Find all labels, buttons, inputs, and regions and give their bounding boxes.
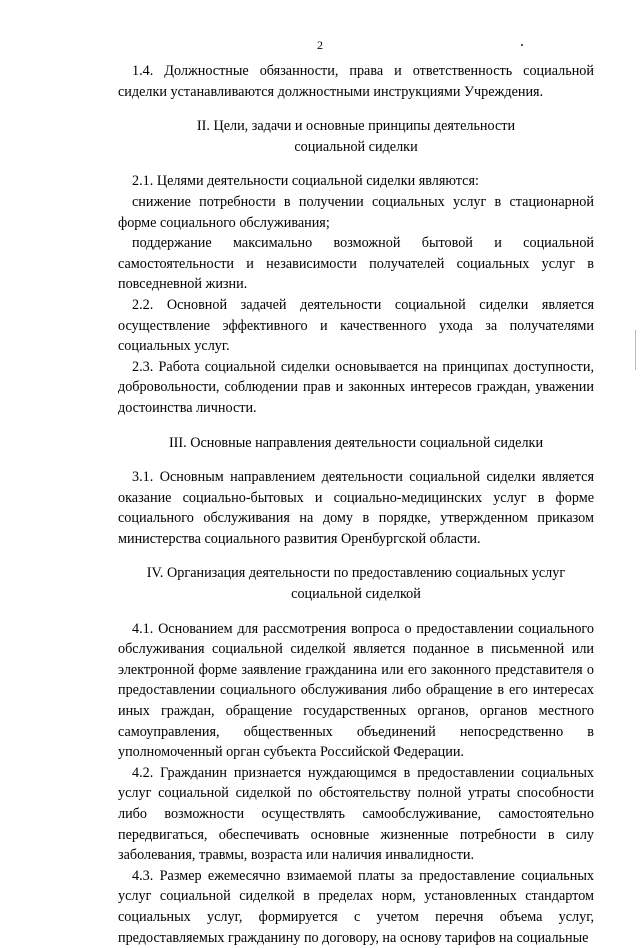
- document-body: [118, 61, 594, 948]
- scan-edge-mark: [635, 330, 636, 370]
- page-number: 2: [317, 38, 323, 52]
- section-3-heading: [118, 433, 594, 454]
- section-3-heading-line: III. Основные направления деятельности социальной сиделки: [168, 434, 544, 451]
- section-2-heading-line2: социальной сиделки: [294, 138, 418, 155]
- paragraph-4-1: 4.1. Основанием для рассмотрения вопроса о предоставлении социального обслуживания социальной сиделкой является поданное в письменной или электронной форме заявление гражданина или его законного представителя о предоставлении социального обслуживания либо обращение в его интересах иных граждан, обращение государственных органов, органов местного самоуправления, общественных объединений непосредственно в уполномоченный орган субъекта Российской Федерации.: [118, 620, 594, 761]
- paragraph-1-4: 1.4. Должностные обязанности, права и ответственность социальной сиделки устанавливаются должностными инструкциями Учреждения.: [118, 63, 594, 100]
- scan-speck: [521, 44, 523, 46]
- section-4-heading: [118, 563, 594, 604]
- paragraph-3-1: 3.1. Основным направлением деятельности социальной сиделки является оказание социально-бытовых и социально-медицинских услуг в форме социального обслуживания на дому в порядке, утвержденном приказом министерства социального развития Оренбургской области.: [118, 469, 594, 547]
- paragraph-2-1-a: снижение потребности в получении социальных услуг в стационарной форме социального обслуживания;: [118, 193, 594, 231]
- paragraph-2-3: 2.3. Работа социальной сиделки основывается на принципах доступности, добровольности, соблюдении прав и законных интересов граждан, уважении достоинства личности.: [118, 358, 594, 416]
- paragraph-2-1-b: поддержание максимально возможной бытовой и социальной самостоятельности и независимости получателей социальных услуг в повседневной жизни.: [118, 235, 594, 293]
- paragraph-4-3: 4.3. Размер ежемесячно взимаемой платы за предоставление социальных услуг социальной сиделкой в пределах норм, установленных стандартом социальных услуг, формируется с учетом перечня объема услуг, предоставляемых гражданину по договору, на основу тарифов на социальные: [118, 867, 594, 946]
- paragraph-4-2: 4.2. Гражданин признается нуждающимся в предоставлении социальных услуг социальной сиделкой по обстоятельству полной утраты способности либо возможности осуществлять самообслуживание, самостоятельно передвигаться, обеспечивать основные жизненные потребности в силу заболевания, травмы, возраста или наличия инвалидности.: [118, 764, 594, 864]
- section-4-heading-line1: IV. Организация деятельности по предоставлению социальных услуг: [146, 565, 566, 582]
- paragraph-2-1: 2.1. Целями деятельности социальной сиделки являются:: [132, 173, 479, 190]
- section-4-heading-line2: социальной сиделкой: [291, 586, 421, 603]
- section-2-heading-line1: II. Цели, задачи и основные принципы деятельности: [196, 118, 516, 135]
- section-2-heading: [118, 116, 594, 157]
- paragraph-2-2: 2.2. Основной задачей деятельности социальной сиделки является осуществление эффективного и качественного ухода за получателями социальных услуг.: [118, 296, 594, 355]
